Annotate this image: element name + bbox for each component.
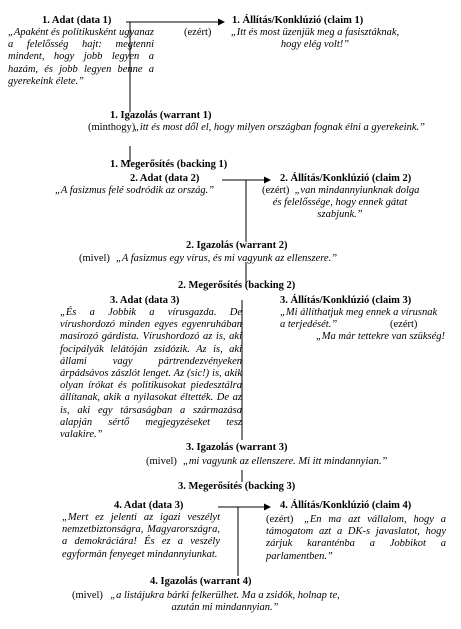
warrant2-text: „A fasizmus egy vírus, és mi vagyunk az ellenszere.”: [116, 253, 338, 264]
warrant1-title: 1. Igazolás (warrant 1): [110, 110, 212, 121]
data2-title: 2. Adat (data 2): [130, 173, 200, 184]
data1-text: „Apaként és politikusként ugyanaz a felelősség hajt: megtenni mindent, hogy jobb legyen a hazám, és jobb legyen benne a gyerekeink élete.”: [8, 27, 154, 87]
data4-title: 4. Adat (data 3): [114, 500, 184, 511]
warrant1-text: „itt és most dől el, hogy milyen országban fognak élni a gyerekeink.”: [134, 122, 425, 133]
claim3-prefix: (ezért): [390, 319, 418, 330]
data1-title: 1. Adat (data 1): [42, 15, 112, 26]
claim2-prefix: (ezért): [262, 185, 290, 196]
claim4-prefix: (ezért): [266, 514, 294, 525]
claim1-prefix: (ezért): [184, 27, 212, 38]
claim2-title: 2. Állítás/Konklúzió (claim 2): [280, 173, 412, 184]
data3-text: „És a Jobbik a vírusgazda. De vírushordozó minden egyes egyenruhában masírozó gárdista. Vírushordozó az is, aki focipályák lelátóján zsidózik. Az is, aki állami vagy pártrendezvényeken árpádsávos zászlót lenget. Az (sic!) is, akik olyan írókat és politikusokat piedesztálra állítanak, akik a nyilasokat éltették. De az is, aki egy társaságban a származása alapján sértő megjegyzéseket tesz valakire.”: [60, 307, 242, 441]
backing3-title: 3. Megerősítés (backing 3): [178, 481, 296, 492]
warrant1-prefix: (minthogy): [88, 122, 136, 133]
warrant2-prefix: (mivel): [79, 253, 110, 264]
claim4-title: 4. Állítás/Konklúzió (claim 4): [280, 500, 412, 511]
data2-text: „A fasizmus felé sodródik az ország.”: [55, 185, 215, 196]
warrant2-title: 2. Igazolás (warrant 2): [186, 240, 288, 251]
data4-text: „Mert ez jelenti az igazi veszélyt nemzetbiztonságra, Magyarországra, a demokráciára! És ez a veszély egyformán fenyeget mindannyiunkat.: [62, 512, 220, 560]
backing2-title: 2. Megerősítés (backing 2): [178, 280, 296, 291]
warrant3-prefix: (mivel): [146, 456, 177, 467]
warrant3-text: „mi vagyunk az ellenszere. Mi itt mindannyian.”: [183, 456, 388, 467]
warrant3-title: 3. Igazolás (warrant 3): [186, 442, 288, 453]
claim3-title: 3. Állítás/Konklúzió (claim 3): [280, 295, 412, 306]
claim1-title: 1. Állítás/Konklúzió (claim 1): [232, 15, 364, 26]
warrant4-text: „a listájukra bárki felkerülhet. Ma a zsidók, holnap te, azután mi mindannyian.”: [110, 590, 340, 614]
claim2-text: „van mindannyiunknak dolga és felelőssége, hogy ennek gátat szabjunk.”: [272, 185, 420, 221]
warrant4-title: 4. Igazolás (warrant 4): [150, 576, 252, 587]
claim4-text: „En ma azt vállalom, hogy a támogatom azt a DK-s javaslatot, hogy zárjuk karanténba a Jobbikot a parlamentben.”: [266, 514, 446, 562]
claim1-text: „Itt és most üzenjük meg a fasisztáknak, hogy elég volt!”: [230, 27, 400, 51]
data3-title: 3. Adat (data 3): [110, 295, 180, 306]
claim3-text-a: „Mi állíthatjuk meg ennek a vírusnak a terjedését.”: [280, 307, 438, 331]
backing1-title: 1. Megerősítés (backing 1): [110, 159, 228, 170]
claim3-text-b: „Ma már tettekre van szükség!: [315, 331, 445, 342]
warrant4-prefix: (mivel): [72, 590, 103, 601]
